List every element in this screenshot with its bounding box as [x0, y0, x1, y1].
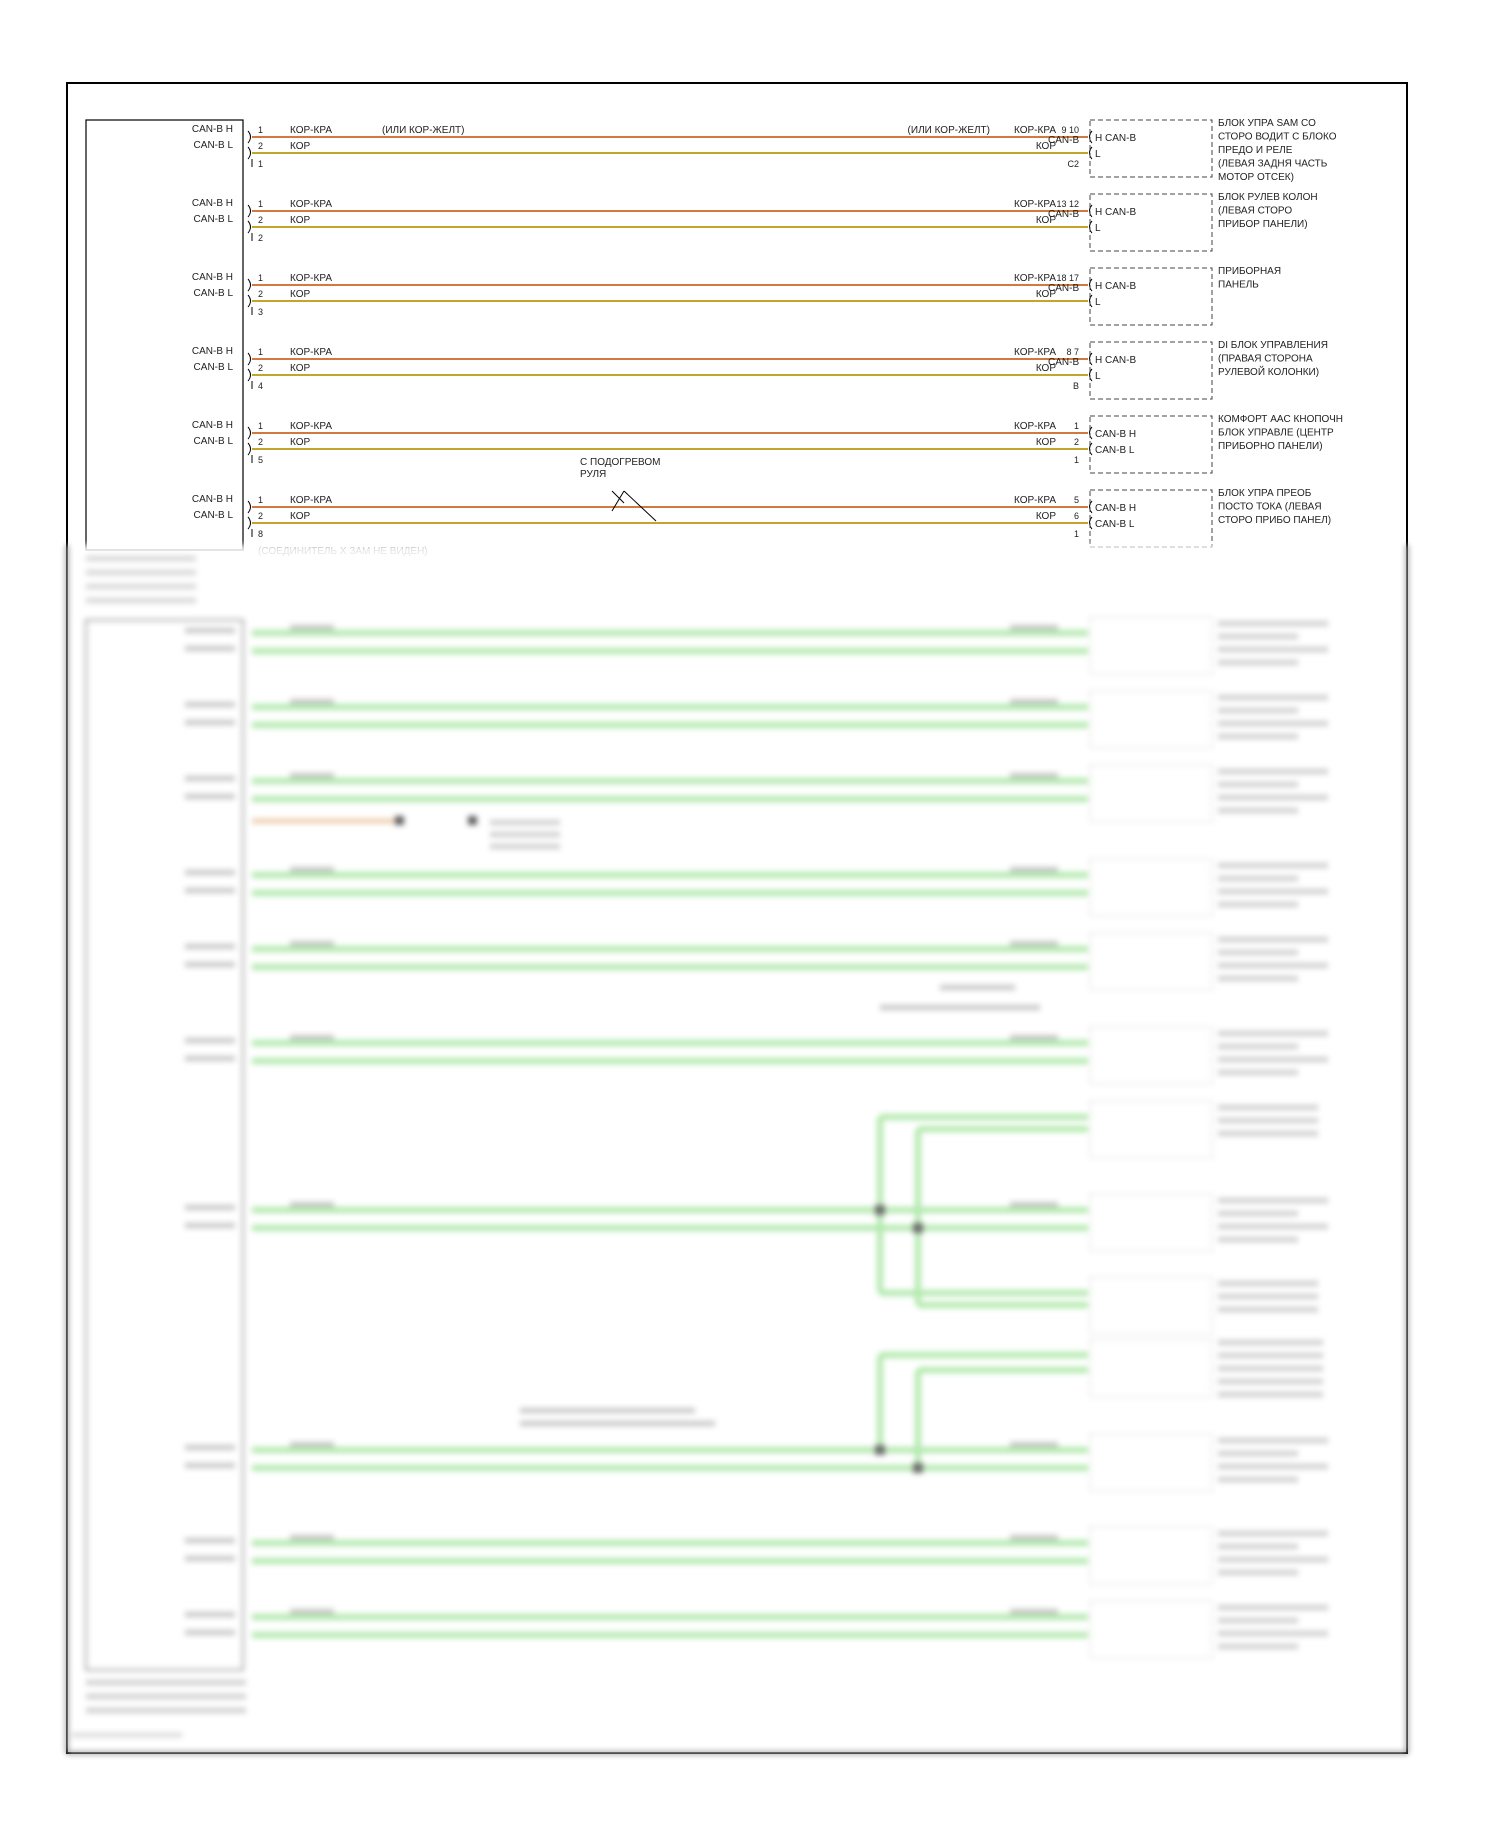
blurred-text-line [1218, 769, 1328, 774]
pin-number-right: 8 7 [1066, 347, 1079, 357]
pin-number: 8 [258, 529, 264, 539]
blurred-text-line [1218, 1477, 1298, 1482]
wire-label-high: КОР-КРА [290, 125, 332, 136]
blurred-label [185, 720, 235, 725]
module-pin-high: H CAN-B [1095, 207, 1137, 218]
module-description-line: БЛОК УПРА SAM CO [1218, 118, 1316, 129]
blurred-label [290, 1202, 334, 1207]
module-pin-high: CAN-B H [1095, 503, 1137, 514]
blurred-text-line [1218, 808, 1298, 813]
pin-number: 3 [258, 307, 264, 317]
module-description-line: (ПРАВАЯ СТОРОНА [1218, 353, 1313, 365]
blurred-text-line [1218, 1570, 1298, 1575]
module-pin-mid: CAN-B [1048, 209, 1080, 220]
wire-label-low-right: КОР [1035, 289, 1056, 300]
blurred-text-line [1218, 1118, 1318, 1123]
blurred-text-line [1218, 795, 1328, 800]
left-label-can-l: CAN-B L [193, 436, 233, 447]
module-pin-high: H CAN-B [1095, 355, 1137, 366]
blurred-label [1010, 1442, 1058, 1447]
pin-number: 1 [258, 159, 264, 169]
module-pin-low: L [1095, 149, 1101, 160]
blurred-label [290, 941, 334, 946]
wire-label-low-right: КОР [1035, 511, 1056, 522]
pin-number: 1 [258, 421, 264, 431]
blurred-circuit-group [67, 545, 1407, 1753]
blurred-text-line [1218, 721, 1328, 726]
pin-number: 1 [258, 347, 264, 357]
blurred-text-line [1218, 1353, 1323, 1358]
wire-label-low-right: КОР [1035, 141, 1056, 152]
wire-label-low: КОР [290, 363, 311, 374]
blurred-label [290, 1442, 334, 1447]
pin-number-right: C2 [1067, 159, 1079, 169]
blurred-splice [875, 1445, 885, 1455]
module-pin-low: L [1095, 297, 1101, 308]
blurred-text-line [1218, 1044, 1298, 1049]
blurred-label [185, 702, 235, 707]
blurred-text-line [86, 598, 196, 603]
blurred-label [185, 962, 235, 967]
blurred-text-line [1218, 1105, 1318, 1110]
module-pin-mid: CAN-B [1048, 357, 1080, 368]
left-label-can-l: CAN-B L [193, 362, 233, 373]
left-label-can-h: CAN-B H [191, 198, 233, 209]
blurred-label [1010, 625, 1058, 630]
blurred-text-line [1218, 1340, 1323, 1345]
blurred-text-line [1218, 1237, 1298, 1242]
blurred-splice [913, 1223, 923, 1233]
module-pin-mid: CAN-B [1048, 135, 1080, 146]
blurred-label [185, 1463, 235, 1468]
blurred-label [290, 699, 334, 704]
module-description-line: (ЛЕВАЯ СТОРО [1218, 205, 1293, 217]
blurred-callout-text [940, 985, 1015, 990]
blurred-text-line [86, 556, 196, 561]
wire-label-high: КОР-КРА [290, 273, 332, 284]
blurred-label [185, 1223, 235, 1228]
pin-number: 2 [258, 437, 264, 447]
module-pin-low: L [1095, 223, 1101, 234]
blurred-label [185, 1445, 235, 1450]
blurred-text-line [86, 584, 196, 589]
pin-number: 1 [258, 495, 264, 505]
blurred-label [185, 1056, 235, 1061]
blurred-text-line [490, 820, 560, 825]
pin-number: 2 [258, 289, 264, 299]
module-pin-low: L [1095, 371, 1101, 382]
blurred-text-line [1218, 976, 1298, 981]
wire-label-low: КОР [290, 437, 311, 448]
blurred-label [185, 1538, 235, 1543]
blurred-label [1010, 1035, 1058, 1040]
left-label-can-h: CAN-B H [191, 494, 233, 505]
wire-color-note: (ИЛИ КОР-ЖЕЛТ) [907, 125, 990, 136]
blurred-text-line [72, 1733, 182, 1737]
blurred-text-line [86, 1708, 246, 1713]
blurred-text-line [1218, 1224, 1328, 1229]
blurred-label [290, 1035, 334, 1040]
blurred-text-line [1218, 1557, 1328, 1562]
blurred-label [1010, 699, 1058, 704]
blurred-text-line [1218, 695, 1328, 700]
callout-text: РУЛЯ [580, 469, 607, 480]
module-description-line: (ЛЕВАЯ ЗАДНЯ ЧАСТЬ [1218, 158, 1328, 170]
blurred-text-line [1218, 1451, 1298, 1456]
blurred-splice [913, 1463, 923, 1473]
blurred-label [290, 1609, 334, 1614]
wire-label-high-right: КОР-КРА [1014, 495, 1056, 506]
blurred-text-line [1218, 950, 1298, 955]
blurred-label [185, 1038, 235, 1043]
blurred-text-line [1218, 1131, 1318, 1136]
blurred-label [185, 1630, 235, 1635]
pin-number: 1 [258, 199, 264, 209]
module-description-line: DI БЛОК УПРАВЛЕНИЯ [1218, 340, 1328, 351]
blurred-text-line [1218, 1392, 1323, 1397]
left-label-can-h: CAN-B H [191, 420, 233, 431]
left-label-can-l: CAN-B L [193, 510, 233, 521]
blurred-text-line [1218, 1198, 1328, 1203]
blurred-text-line [1218, 1057, 1328, 1062]
pin-number-right: 1 [1073, 529, 1079, 539]
blurred-text-line [1218, 1464, 1328, 1469]
blurred-text-line [490, 844, 560, 849]
left-label-can-h: CAN-B H [191, 272, 233, 283]
pin-number-right: 9 10 [1061, 125, 1079, 135]
left-label-can-h: CAN-B H [191, 346, 233, 357]
blurred-text-line [490, 832, 560, 837]
module-description-line: ПРЕДО И РЕЛЕ [1218, 145, 1293, 156]
blurred-text-line [1218, 708, 1298, 713]
pin-number: 2 [258, 363, 264, 373]
module-pin-low: CAN-B L [1095, 519, 1135, 530]
pin-number: 4 [258, 381, 264, 391]
blurred-text-line [1218, 902, 1298, 907]
pin-number-right: 18 17 [1056, 273, 1079, 283]
pin-number: 5 [258, 455, 264, 465]
module-description-line: БЛОК УПРА ПРЕОБ [1218, 488, 1312, 499]
blurred-text-line [1218, 1605, 1328, 1610]
wire-label-low-right: КОР [1035, 215, 1056, 226]
wire-label-high-right: КОР-КРА [1014, 199, 1056, 210]
module-pin-high: H CAN-B [1095, 281, 1137, 292]
left-label-can-l: CAN-B L [193, 214, 233, 225]
pin-number: 1 [258, 125, 264, 135]
module-description-line: ПАНЕЛЬ [1218, 279, 1259, 291]
blurred-label [1010, 1609, 1058, 1614]
pin-number: 2 [258, 233, 264, 243]
blurred-label [185, 794, 235, 799]
module-description-line: ПОСТО ТОКА (ЛЕВАЯ [1218, 501, 1322, 513]
blurred-text-line [1218, 660, 1298, 665]
blurred-text-line [86, 570, 196, 575]
blurred-label [290, 867, 334, 872]
wire-label-high-right: КОР-КРА [1014, 125, 1056, 136]
blurred-callout-text [520, 1421, 715, 1426]
wire-label-high-right: КОР-КРА [1014, 347, 1056, 358]
module-description-line: ПРИБОР ПАНЕЛИ) [1218, 219, 1308, 230]
blurred-text-line [1218, 1618, 1298, 1623]
blurred-text-line [1218, 963, 1328, 968]
pin-number-right: 2 [1073, 437, 1079, 447]
blurred-text-line [1218, 1294, 1318, 1299]
blurred-text-line [1218, 1531, 1328, 1536]
blurred-callout-text [880, 1005, 1040, 1010]
blurred-text-line [1218, 863, 1328, 868]
blurred-text-line [1218, 1307, 1318, 1312]
blurred-text-line [1218, 1438, 1328, 1443]
blurred-text-line [1218, 937, 1328, 942]
blurred-text-line [1218, 1644, 1298, 1649]
blurred-text-line [1218, 1544, 1298, 1549]
wire-label-high-right: КОР-КРА [1014, 273, 1056, 284]
wire-label-high: КОР-КРА [290, 199, 332, 210]
module-description-line: СТОРО ПРИБО ПАНЕЛ) [1218, 515, 1332, 526]
wire-color-note: (ИЛИ КОР-ЖЕЛТ) [382, 125, 465, 136]
pin-number-right: 1 [1073, 455, 1079, 465]
wire-label-high: КОР-КРА [290, 495, 332, 506]
blurred-text-line [1218, 889, 1328, 894]
blurred-splice [875, 1205, 885, 1215]
pin-number-right: 5 [1073, 495, 1079, 505]
pin-number-right: 1 [1073, 421, 1079, 431]
blurred-label [1010, 941, 1058, 946]
pin-number: 2 [258, 215, 264, 225]
pin-number-right: B [1072, 381, 1079, 391]
blurred-splice [395, 816, 404, 825]
blurred-label [290, 625, 334, 630]
blurred-text-line [1218, 1281, 1318, 1286]
module-pin-low: CAN-B L [1095, 445, 1135, 456]
blurred-label [1010, 773, 1058, 778]
left-label-can-l: CAN-B L [193, 288, 233, 299]
pin-number: 2 [258, 141, 264, 151]
blurred-text-line [1218, 621, 1328, 626]
blurred-text-line [1218, 734, 1298, 739]
blurred-text-line [1218, 1379, 1323, 1384]
blurred-text-line [1218, 634, 1298, 639]
module-pin-high: H CAN-B [1095, 133, 1137, 144]
wire-label-low: КОР [290, 511, 311, 522]
blurred-text-line [1218, 876, 1298, 881]
wire-label-low-right: КОР [1035, 363, 1056, 374]
blurred-label [185, 944, 235, 949]
module-description-line: СТОРО ВОДИТ С БЛОКО [1218, 131, 1337, 143]
blurred-callout-text [520, 1408, 695, 1413]
blurred-label [1010, 1535, 1058, 1540]
blurred-text-line [86, 1680, 246, 1685]
module-description-line: ПРИБОРНАЯ [1218, 266, 1282, 277]
module-description-line: МОТОР ОТСЕК) [1218, 172, 1294, 183]
wire-label-low-right: КОР [1035, 437, 1056, 448]
blurred-text-line [1218, 782, 1298, 787]
module-pin-high: CAN-B H [1095, 429, 1137, 440]
left-label-can-h: CAN-B H [191, 124, 233, 135]
module-description-line: КОМФОРТ AAC КНОПОЧН [1218, 414, 1343, 425]
blurred-text-line [1218, 1366, 1323, 1371]
left-label-can-l: CAN-B L [193, 140, 233, 151]
pin-number: 2 [258, 511, 264, 521]
module-description-line: РУЛЕВОЙ КОЛОНКИ) [1218, 367, 1320, 378]
pin-number-right: 6 [1073, 511, 1079, 521]
blurred-label [185, 1556, 235, 1561]
blurred-text-line [1218, 1211, 1298, 1216]
blurred-text-line [1218, 1070, 1298, 1075]
wire-label-high-right: КОР-КРА [1014, 421, 1056, 432]
wire-label-low: КОР [290, 215, 311, 226]
blurred-label [1010, 867, 1058, 872]
blurred-label [185, 870, 235, 875]
blurred-splice [468, 816, 477, 825]
blurred-label [290, 1535, 334, 1540]
callout-text: С ПОДОГРЕВОМ [580, 457, 661, 468]
blurred-text-line [1218, 647, 1328, 652]
blurred-text-line [1218, 1031, 1328, 1036]
wire-label-high: КОР-КРА [290, 347, 332, 358]
blurred-label [185, 1205, 235, 1210]
blurred-label [185, 628, 235, 633]
blurred-label [185, 776, 235, 781]
pin-number-right: 13 12 [1056, 199, 1079, 209]
wire-label-low: КОР [290, 141, 311, 152]
wire-label-high: КОР-КРА [290, 421, 332, 432]
module-description-line: БЛОК РУЛЕВ КОЛОН [1218, 192, 1318, 203]
module-description-line: ПРИБОРНО ПАНЕЛИ) [1218, 441, 1323, 452]
blurred-text-line [1218, 1631, 1328, 1636]
blurred-label [185, 646, 235, 651]
blurred-label [1010, 1202, 1058, 1207]
blurred-label [185, 888, 235, 893]
module-pin-mid: CAN-B [1048, 283, 1080, 294]
blurred-label [185, 1612, 235, 1617]
module-description-line: БЛОК УПРАВЛЕ (ЦЕНТР [1218, 427, 1334, 439]
wire-label-low: КОР [290, 289, 311, 300]
blurred-text-line [86, 1694, 246, 1699]
pin-number: 1 [258, 273, 264, 283]
blurred-label [290, 773, 334, 778]
